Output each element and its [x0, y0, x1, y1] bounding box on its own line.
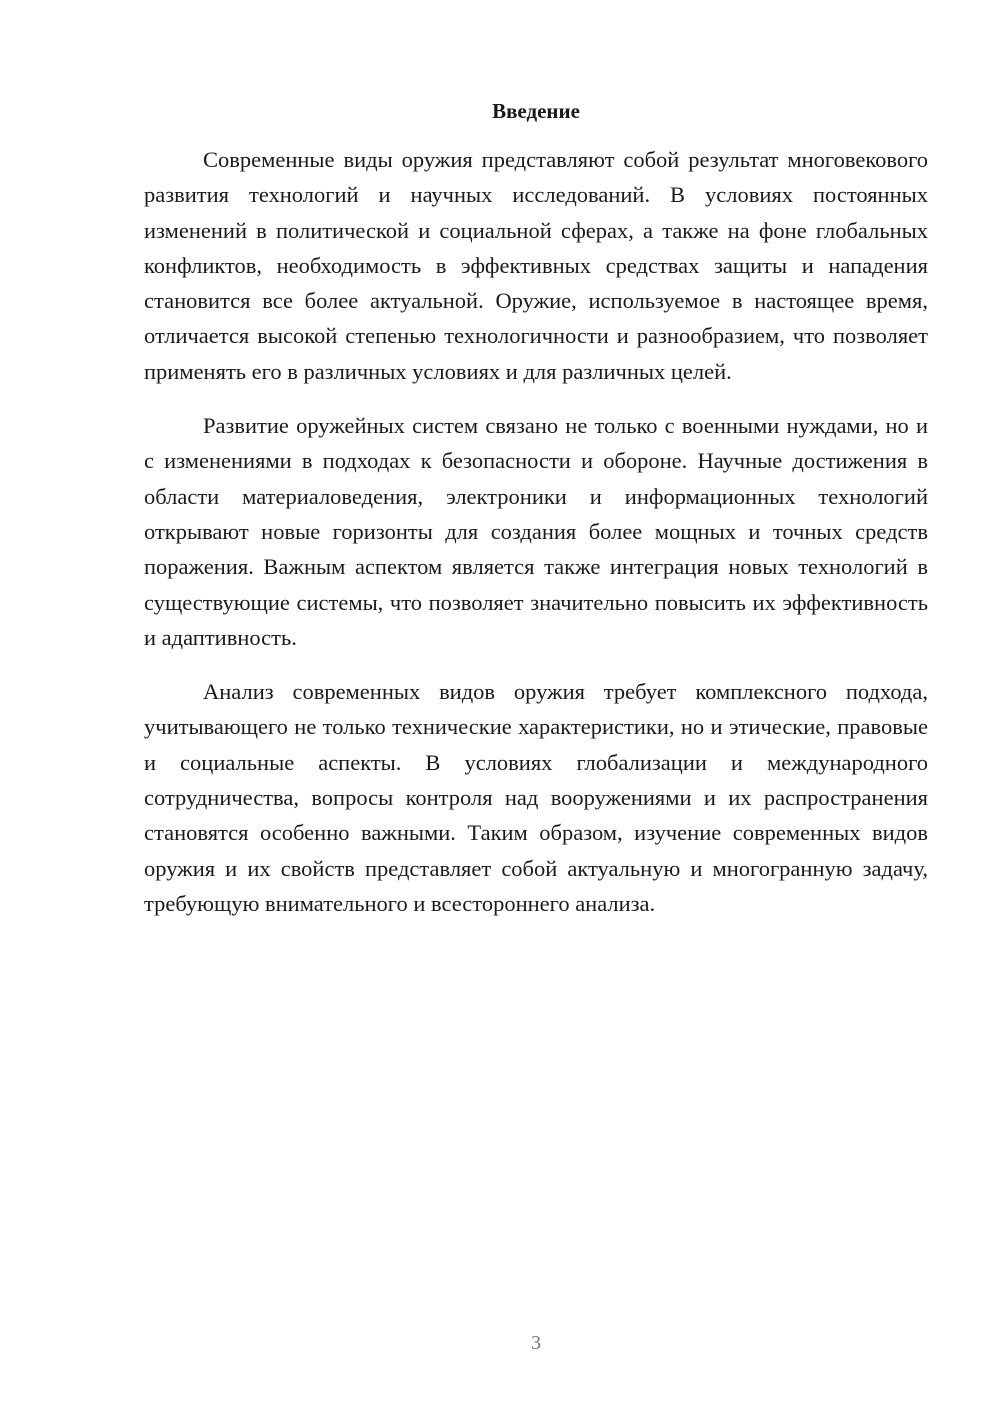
section-heading: Введение	[492, 99, 580, 123]
body-text	[144, 142, 928, 940]
paragraph: Анализ современных видов оружия требует комплексного подхода, учитывающего не только технические характеристики, но и этические, правовые и социальные аспекты. В условиях глобализации и международного сотрудничества, вопросы контроля над вооружениями и их распространения становятся особенно важными. Таким образом, изучение современных видов оружия и их свойств представляет собой актуальную и многогранную задачу, требующую внимательного и всестороннего анализа.	[144, 679, 928, 916]
page-number: 3	[531, 1332, 541, 1354]
paragraph: Современные виды оружия представляют собой результат многовекового развития технологий и научных исследований. В условиях постоянных изменений в политической и социальной сферах, а также на фоне глобальных конфликтов, необходимость в эффективных средствах защиты и нападения становится все более актуальной. Оружие, используемое в настоящее время, отличается высокой степенью технологичности и разнообразием, что позволяет применять его в различных условиях и для различных целей.	[144, 147, 928, 384]
paragraph: Развитие оружейных систем связано не только с военными нуждами, но и с изменениями в подходах к безопасности и обороне. Научные достижения в области материаловедения, электроники и информационных технологий открывают новые горизонты для создания более мощных и точных средств поражения. Важным аспектом является также интеграция новых технологий в существующие системы, что позволяет значительно повысить их эффективность и адаптивность.	[144, 413, 928, 650]
